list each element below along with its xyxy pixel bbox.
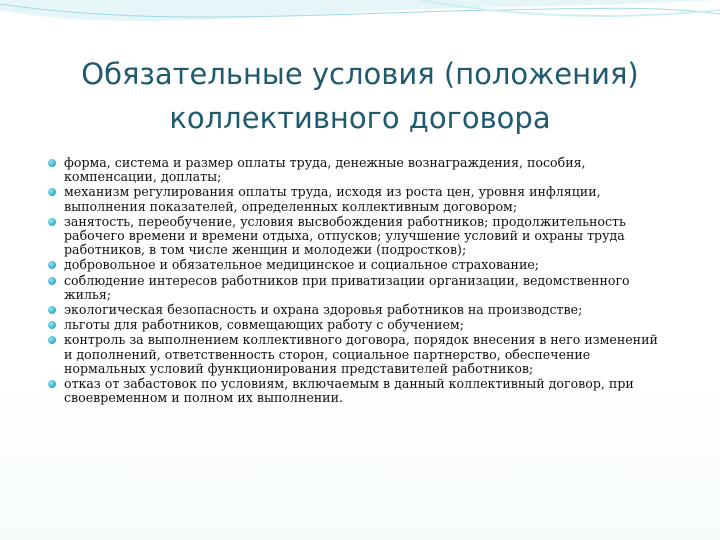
- bullet-item: [48, 303, 668, 317]
- bullet-list: [48, 156, 668, 406]
- bullet-icon: [48, 321, 56, 329]
- bullet-item: [48, 258, 668, 272]
- bullet-icon: [48, 188, 56, 196]
- bullet-text: льготы для работников, совмещающих работу с обучением;: [64, 317, 464, 333]
- bullet-icon: [48, 336, 56, 344]
- bullet-icon: [48, 261, 56, 269]
- bullet-item: [48, 215, 668, 258]
- bullet-icon: [48, 380, 56, 388]
- bullet-item: [48, 156, 668, 184]
- bullet-text: экологическая безопасность и охрана здоровья работников на производстве;: [64, 302, 583, 318]
- bullet-icon: [48, 277, 56, 285]
- bullet-text: форма, система и размер оплаты труда, денежные вознаграждения, пособия, компенсации, доплаты;: [64, 155, 586, 185]
- bullet-item: [48, 333, 668, 376]
- bullet-item: [48, 377, 668, 405]
- bullet-text: контроль за выполнением коллективного договора, порядок внесения в него изменений и дополнений, ответственность сторон, социальное партнерство, обеспечение нормальных условий функционирования представителей работников;: [64, 332, 658, 376]
- bullet-text: отказ от забастовок по условиям, включаемым в данный коллективный договор, при своевременном и полном их выполнении.: [64, 376, 634, 406]
- bullet-item: [48, 185, 668, 213]
- title-line-1: Обязательные условия (положения): [81, 57, 639, 91]
- decorative-swoosh: [0, 0, 720, 60]
- title-line-2: коллективного договора: [169, 101, 551, 135]
- slide-title: [30, 52, 690, 140]
- bullet-icon: [48, 159, 56, 167]
- bullet-text: занятость, переобучение, условия высвобождения работников; продолжительность рабочего времени и времени отдыха, отпусков; улучшение условий и охраны труда работников, в том числе женщин и молодежи (подростков);: [64, 213, 626, 258]
- bullet-text: механизм регулирования оплаты труда, исходя из роста цен, уровня инфляции, выполнения показателей, определенных коллективным договором;: [64, 184, 601, 214]
- bullet-text: соблюдение интересов работников при приватизации организации, ведомственного жилья;: [64, 272, 630, 302]
- bullet-text: добровольное и обязательное медицинское и социальное страхование;: [64, 257, 540, 273]
- bullet-icon: [48, 218, 56, 226]
- bullet-icon: [48, 306, 56, 314]
- bullet-item: [48, 318, 668, 332]
- bullet-item: [48, 274, 668, 302]
